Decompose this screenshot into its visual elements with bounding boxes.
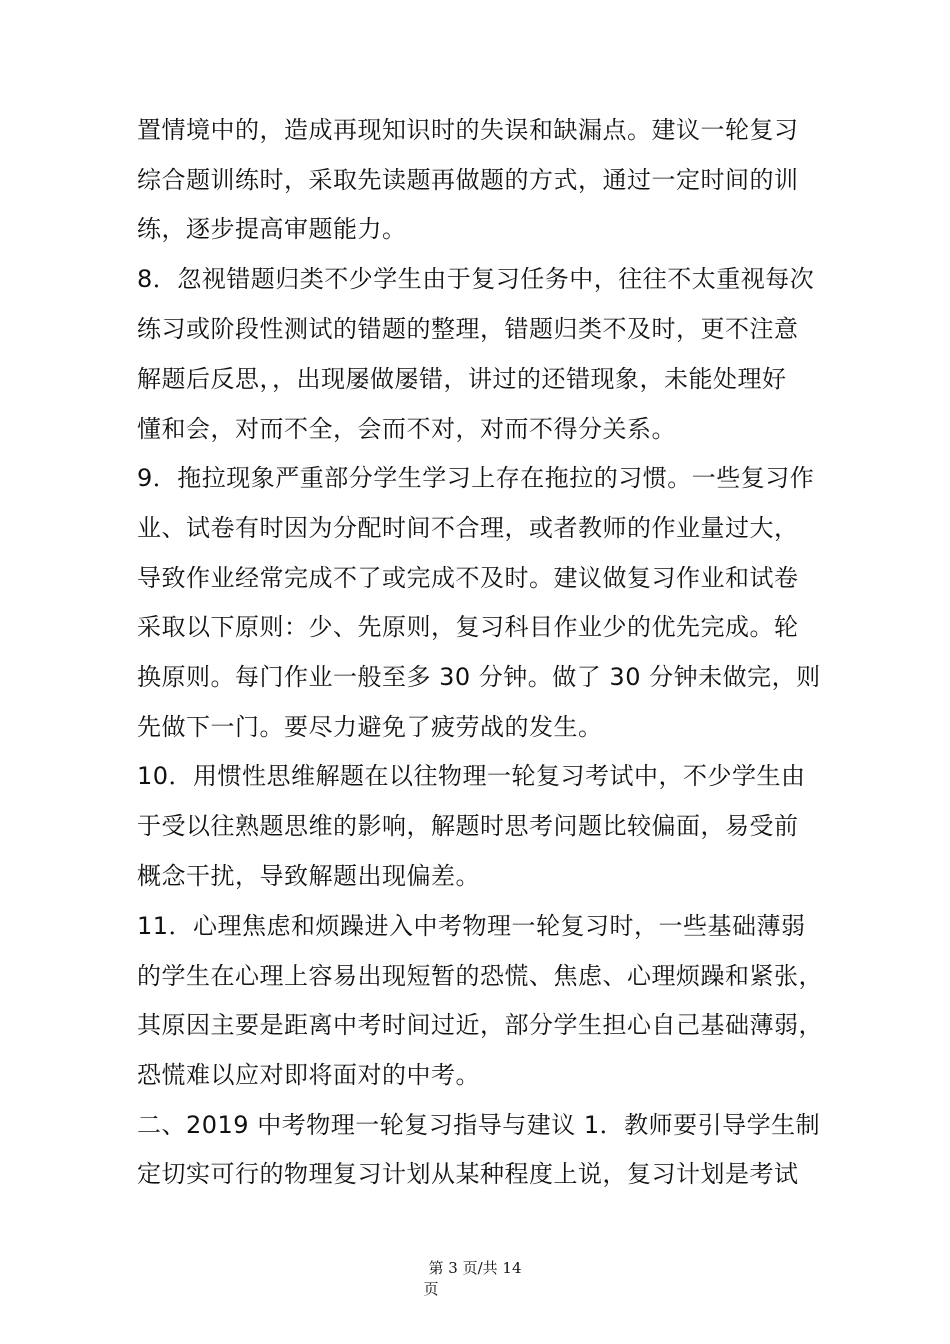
text-line: 定切实可行的物理复习计划从某种程度上说，复习计划是考试 [137,1160,799,1188]
page-number-suffix: 页 [423,1280,439,1298]
text-line: 换原则。每门作业一般至多 30 分钟。做了 30 分钟未做完，则 [137,663,821,691]
page-number: 第 3 页/共 14 [428,1259,522,1277]
text-line: 综合题训练时，采取先读题再做题的方式，通过一定时间的训 [137,166,799,194]
text-line: 的学生在心理上容易出现短暂的恐慌、焦虑、心理烦躁和紧张， [137,962,823,990]
text-line: 先做下一门。要尽力避免了疲劳战的发生。 [137,713,603,741]
text-line: 其原因主要是距离中考时间过近，部分学生担心自己基础薄弱， [137,1011,823,1039]
text-line: 导致作业经常完成不了或完成不及时。建议做复习作业和试卷 [137,564,799,592]
text-line: 11．心理焦虑和烦躁进入中考物理一轮复习时，一些基础薄弱 [137,912,806,940]
text-line: 业、试卷有时因为分配时间不合理，或者教师的作业量过大， [137,514,799,542]
text-line: 概念干扰，导致解题出现偏差。 [137,862,480,890]
text-line: 9．拖拉现象严重部分学生学习上存在拖拉的习惯。一些复习作 [137,464,815,492]
text-line: 练习或阶段性测试的错题的整理，错题归类不及时，更不注意 [137,315,799,343]
text-line: 恐慌难以应对即将面对的中考。 [137,1061,480,1089]
text-line: 二、2019 中考物理一轮复习指导与建议 1．教师要引导学生制 [137,1111,821,1139]
text-line: 解题后反思，，出现屡做屡错，讲过的还错现象，未能处理好 [137,365,787,393]
text-line: 懂和会，对而不全，会而不对，对而不得分关系。 [137,415,676,443]
text-line: 10．用惯性思维解题在以往物理一轮复习考试中，不少学生由 [137,762,806,790]
text-line: 于受以往熟题思维的影响，解题时思考问题比较偏面，易受前 [137,812,799,840]
text-line: 练，逐步提高审题能力。 [137,215,407,243]
text-line: 8．忽视错题归类不少学生由于复习任务中，往往不太重视每次 [137,265,815,293]
text-line: 采取以下原则：少、先原则，复习科目作业少的优先完成。轮 [137,613,799,641]
text-line: 置情境中的，造成再现知识时的失误和缺漏点。建议一轮复习 [137,116,799,144]
